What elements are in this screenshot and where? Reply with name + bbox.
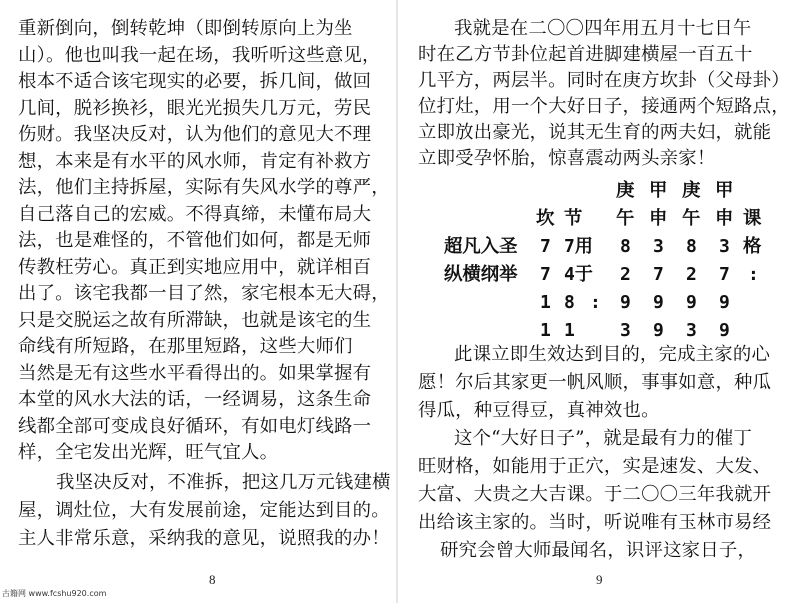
left-line-20: 主人非常乐意，采纳我的意见，说照我的办！ [18, 528, 390, 549]
left-line-10: 传教枉劳心。真正到实地应用中，就详相百 [18, 256, 372, 278]
row-label: 超凡入圣 [444, 236, 518, 257]
row-cell: : [748, 264, 759, 285]
row-cell: 9 [686, 292, 697, 313]
left-line-4: 几间，脱衫换衫，眼光光损失几万元，劳民 [18, 97, 372, 119]
row-cell: 8 [686, 236, 697, 257]
left-line-13: 命线有所短路，在那里短路，这些大师们 [18, 336, 353, 357]
right-page [398, 0, 793, 603]
header-branch-5: 午 [682, 208, 701, 229]
right-line-5: 立即放出豪光，说其无生育的两夫妇，就能 [418, 122, 772, 143]
header-branch-2: 节 [564, 208, 583, 229]
header-branch-4: 申 [649, 208, 668, 229]
right-line-7: 此课立即生效达到目的，完成主家的心 [454, 344, 771, 365]
row-cell: 3 [686, 320, 697, 341]
left-line-6: 想，本来是有水平的风水师，肯定有补救方 [18, 150, 372, 172]
right-line-4: 位打灶，用一个大好日子，接通两个短路点， [418, 96, 790, 117]
row-cell: 3 [620, 320, 631, 341]
header-stem-3: 庚 [682, 180, 701, 201]
header-stem-1: 庚 [616, 180, 635, 201]
row-cell: 9 [620, 292, 631, 313]
row-cell: 7 [540, 236, 551, 257]
right-line-2: 时在乙方节卦位起首进脚建横屋一百五十 [418, 44, 753, 65]
left-line-2: 山）。他也叫我一起在场，我听听这些意见， [18, 44, 381, 66]
row-cell: 9 [719, 320, 730, 341]
left-line-3: 根本不适合该宅现实的必要，拆几间，做回 [18, 71, 372, 92]
row-cell: 3 [719, 236, 730, 257]
row-cell: 7 [719, 264, 730, 285]
left-line-17: 样，全宅发出光辉，旺气宜人。 [18, 442, 279, 463]
left-line-9: 法，也是难怪的，不管他们如何，都是无师 [18, 230, 372, 251]
row-cell: : [590, 292, 601, 313]
row-cell: 格 [743, 236, 762, 257]
row-cell: 8 [564, 292, 575, 313]
row-cell: 9 [653, 292, 664, 313]
header-branch-1: 坎 [536, 208, 555, 229]
right-line-11: 旺财格，如能用于正穴，实是速发、大发、 [418, 456, 772, 477]
row-cell: 1 [564, 320, 575, 341]
table-header-stems [398, 178, 793, 204]
right-line-14: 研究会曾大师最闻名，识评这家日子， [440, 540, 757, 561]
left-line-12: 只是交脱运之故有所滞缺，也就是该宅的生 [18, 309, 372, 331]
row-cell: 1 [540, 320, 551, 341]
right-line-9: 得瓜，种豆得豆，真神效也。 [418, 400, 660, 421]
header-branch-3: 午 [616, 208, 635, 229]
row-cell: 7 [653, 264, 664, 285]
right-line-13: 出给该主家的。当时，听说唯有玉林市易经 [418, 512, 772, 533]
right-line-8: 愿！尔后其家更一帆风顺，事事如意，种瓜 [418, 372, 772, 393]
table-row [398, 318, 793, 344]
row-cell: 2 [686, 264, 697, 285]
row-cell: 8 [620, 236, 631, 257]
row-cell: 9 [719, 292, 730, 313]
header-branch-6: 申 [715, 208, 734, 229]
header-stem-2: 甲 [649, 180, 668, 201]
header-branch-7: 课 [743, 208, 762, 229]
row-cell: 7用 [564, 236, 593, 257]
right-line-6: 立即受孕怀胎，惊喜震动两头亲家！ [418, 148, 716, 169]
left-line-7: 法，他们主持拆屋，实际有失风水学的尊严， [18, 177, 390, 198]
right-line-12: 大富、大贵之大吉课。于二〇〇三年我就开 [418, 484, 772, 505]
left-line-5: 伤财。我坚决反对，认为他们的意见大不理 [18, 124, 372, 145]
left-line-14: 当然是无有这些水平看得出的。如果掌握有 [18, 362, 372, 384]
row-cell: 9 [653, 320, 664, 341]
row-cell: 4于 [564, 264, 593, 285]
right-line-10: 这个“大好日子”，就是最有力的催丁 [454, 428, 753, 449]
left-page-number: 8 [209, 572, 216, 587]
table-row [398, 262, 793, 288]
left-line-11: 出了。该宅我都一目了然，家宅根本无大碍， [18, 283, 390, 304]
row-cell: 7 [540, 264, 551, 285]
left-line-1: 重新倒向，倒转乾坤（即倒转原向上为坐 [18, 18, 353, 39]
right-line-3: 几平方，两层半。同时在庚方坎卦（父母卦） [418, 70, 790, 91]
left-line-18: 我坚决反对，不准拆，把这几万元钱建横 [56, 472, 391, 493]
site-watermark: 古籍网 www.fcshu920.com [2, 589, 107, 598]
left-line-8: 自己落自己的宏威。不得真缔，未懂布局大 [18, 203, 372, 225]
left-line-15: 本堂的风水大法的话，一经调易，这条生命 [18, 389, 372, 410]
left-line-16: 线都全部可变成良好循环，有如电灯线路一 [18, 415, 372, 437]
table-header-branches [398, 206, 793, 232]
left-page [0, 0, 396, 603]
right-line-1: 我就是在二〇〇四年用五月十七日午 [454, 18, 752, 39]
left-line-19: 屋，调灶位，大有发展前途，定能达到目的。 [18, 500, 390, 521]
row-cell: 2 [620, 264, 631, 285]
table-row [398, 290, 793, 316]
row-cell: 1 [540, 292, 551, 313]
row-cell: 3 [653, 236, 664, 257]
table-row [398, 234, 793, 260]
right-page-number: 9 [596, 572, 603, 587]
header-stem-4: 甲 [715, 180, 734, 201]
row-label: 纵横纲举 [444, 264, 518, 285]
